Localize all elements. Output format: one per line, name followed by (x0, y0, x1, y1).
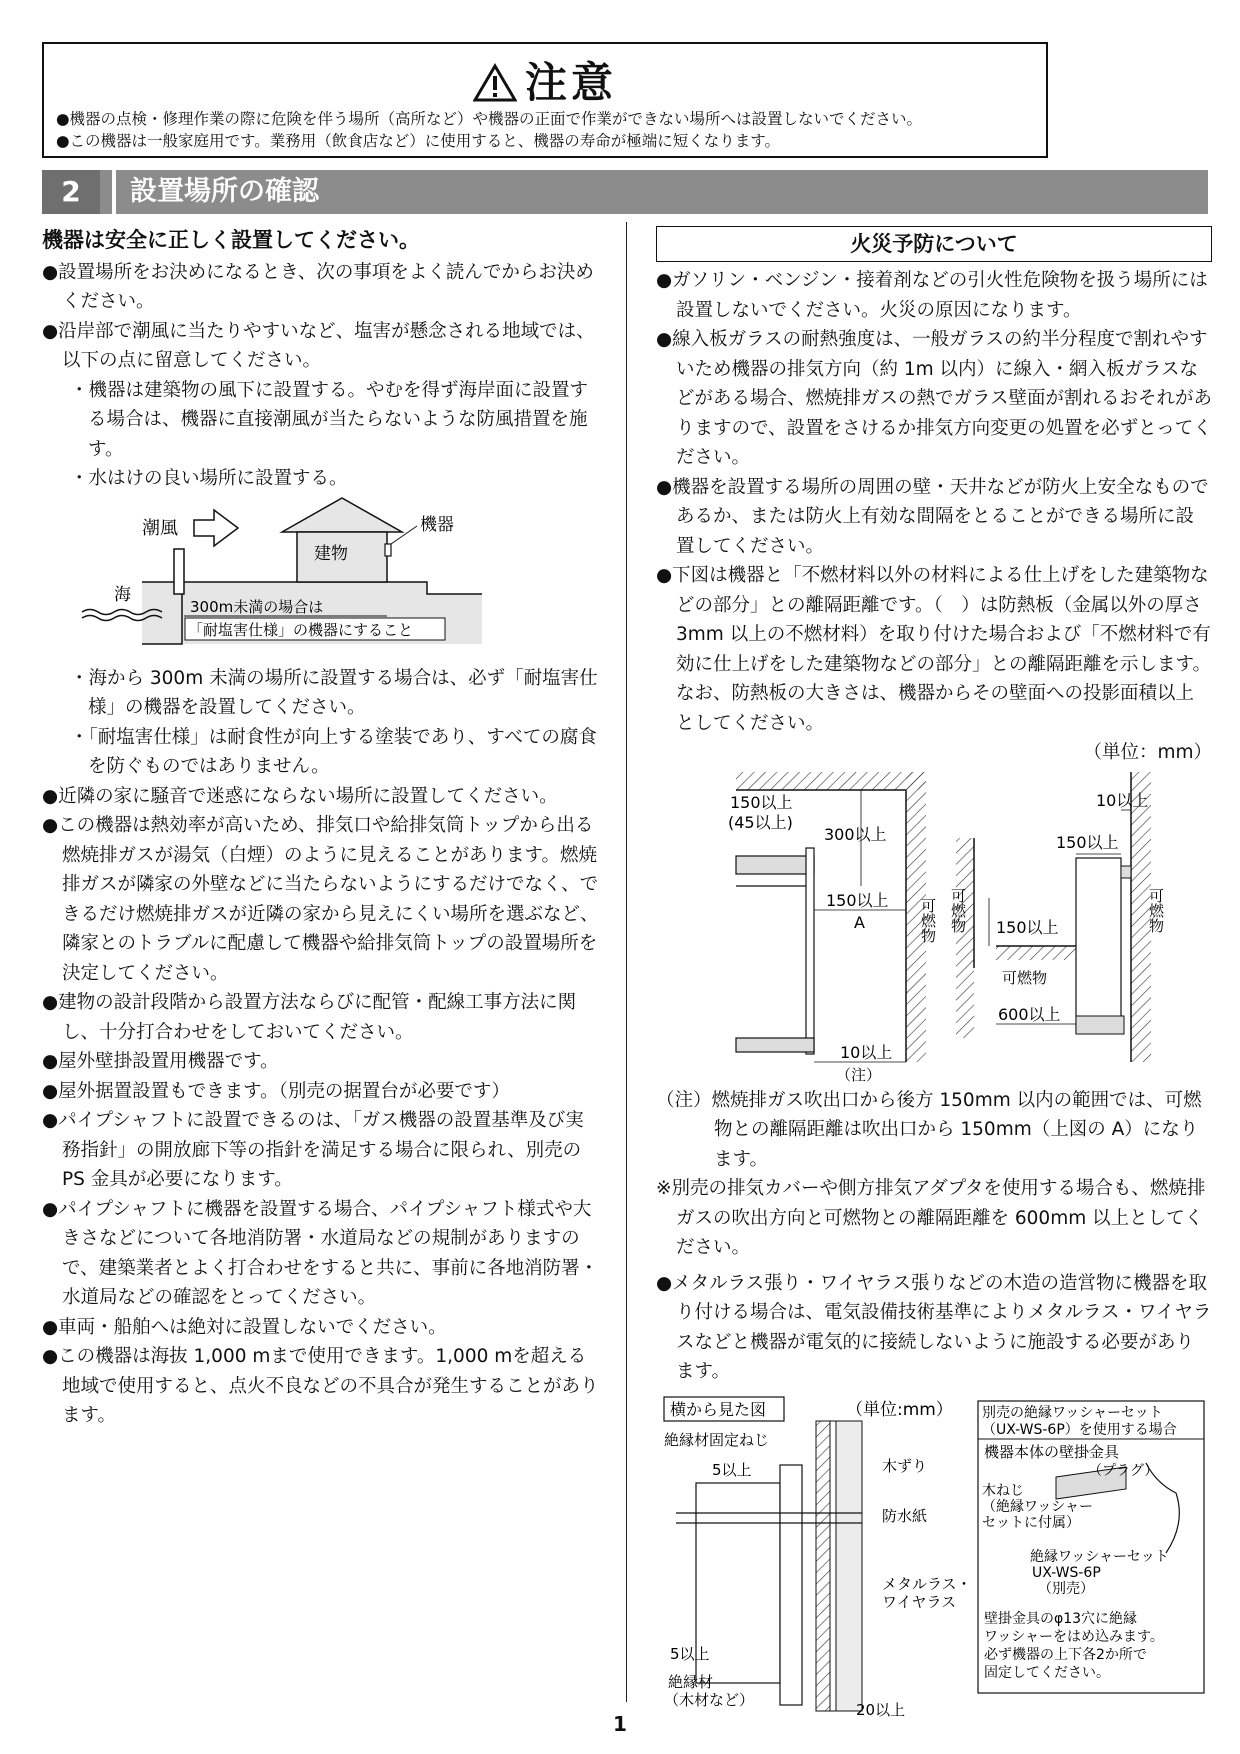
dim-45-top: (45以上) (728, 812, 793, 832)
paragraph: ●設置場所をお決めになるとき、次の事項をよく読んでからお決めください。 (42, 261, 594, 312)
wood-screw-label1: 木ねじ (982, 1482, 1024, 1499)
distance-note-line1: 300m未満の場合は (190, 597, 324, 616)
paragraph: ●機器を設置する場所の周囲の壁・天井などが防火上安全なものであるか、または防火上有効な間隔をとることができる場所に設置してください。 (656, 476, 1209, 557)
insulation-diagram (656, 1393, 1212, 1723)
wind-label: 潮風 (142, 517, 178, 539)
left-heading: 機器は安全に正しく設置してください。 (42, 228, 420, 252)
paragraph: ●メタルラス張り・ワイヤラス張りなどの木造の造営物に機器を取り付ける場合は、電気設備技術基準によりメタルラス・ワイヤラスなどと機器が電気的に接続しないように施設する必要があります。 (656, 1272, 1212, 1382)
screw-label: 絶縁材固定ねじ (664, 1430, 770, 1449)
washer-title1: 別売の絶縁ワッシャーセット (982, 1404, 1163, 1421)
washer-title2: （UX-WS-6P）を使用する場合 (982, 1421, 1177, 1438)
insulator-label2: （木材など） (664, 1690, 755, 1709)
sub-item: ・機器は建築物の風下に設置する。やむを得ず海岸面に設置する場合は、機器に直接潮風が当たらないような防風措置を施す。 (70, 379, 589, 460)
caution-box (42, 42, 1048, 158)
paragraph: ●この機器は海抜 1,000 mまで使用できます。1,000 mを超える地域で使用すると、点火不良などの不具合が発生することがあります。 (42, 1346, 599, 1426)
combustible-label: 可燃物 (919, 897, 937, 943)
caution-line: ●機器の点検・修理作業の際に危険を伴う場所（高所など）や機器の正面で作業ができない場所へは設置しないでください。 (56, 110, 923, 128)
column-divider (626, 222, 627, 1702)
right-column (656, 226, 1212, 1723)
coast-diagram (42, 494, 602, 664)
dim-5-bottom: 5以上 (670, 1644, 710, 1663)
paragraph: ●パイプシャフトに機器を設置する場合、パイプシャフト様式や大きさなどについて各地消防署・水道局などの規制がありますので、建築業者とよく打合わせをすると共に、事前に各地消防署・水道局などの確認をとってください。 (42, 1198, 599, 1308)
plug-label: （プラグ） (1088, 1462, 1159, 1479)
dim-10: 10以上 (840, 1042, 893, 1062)
wood-screw-label3: セットに付属） (982, 1514, 1080, 1531)
washer-desc2: ワッシャーをはめ込みます。 (984, 1628, 1164, 1645)
sub-item: ・水はけの良い場所に設置する。 (70, 468, 348, 489)
caution-line: ●この機器は一般家庭用です。業務用（飲食店など）に使用すると、機器の寿命が極端に短くなります。 (56, 132, 781, 150)
building-label: 建物 (314, 543, 348, 564)
distance-note-line2: 「耐塩害仕様」の機器にすること (188, 620, 414, 639)
side-unit-label: （単位:mm） (846, 1399, 953, 1420)
combustible-label-right: 可燃物 (1147, 887, 1165, 933)
dim-r600: 600以上 (998, 1004, 1061, 1024)
paragraph: ●屋外据置設置もできます。（別売の据置台が必要です） (42, 1080, 510, 1102)
warning-icon (473, 63, 517, 103)
paragraph: ●線入板ガラスの耐熱強度は、一般ガラスの約半分程度で割れやすいため機器の排気方向（約 1m 以内）に線入・網入板ガラスなどがある場合、燃焼排ガスの熱でガラス壁面が割れるおそれがありますので、設置をさけるか排気方向変更の処置を必ずとってください。 (656, 329, 1212, 468)
bracket-label: 機器本体の壁掛金具 (984, 1442, 1120, 1461)
paragraph: ●沿岸部で潮風に当たりやすいなど、塩害が懸念される地域では、以下の点に留意してください。 (42, 320, 595, 371)
dim-note: （注） (836, 1065, 882, 1084)
paragraph: ●近隣の家に騒音で迷惑にならない場所に設置してください。 (42, 785, 558, 807)
dim-r10: 10以上 (1096, 790, 1149, 810)
washer-desc1: 壁掛金具のφ13穴に絶縁 (984, 1610, 1138, 1627)
washer-desc3: 必ず機器の上下各2か所で (984, 1646, 1147, 1663)
metal-lath-label1: メタルラス・ (882, 1574, 972, 1593)
section-number: 2 (42, 170, 100, 214)
section-title: 設置場所の確認 (112, 170, 319, 214)
note: ※別売の排気カバーや側方排気アダプタを使用する場合も、燃焼排ガスの吹出方向と可燃物との離隔距離を 600mm 以上としてください。 (656, 1178, 1206, 1258)
wood-strip-label: 木ずり (882, 1456, 928, 1475)
unit-label: （単位：mm） (1083, 742, 1212, 763)
paragraph: ●車両・船舶へは絶対に設置しないでください。 (42, 1316, 447, 1338)
paragraph: ●この機器は熱効率が高いため、排気口や給排気筒トップから出る燃焼排ガスが湯気（白煙）のように見えることがあります。燃焼排ガスが隣家の外壁などに当たらないようにするだけでなく、できるだけ燃焼排ガスが近隣の家から見えにくい場所を選ぶなど、隣家とのトラブルに配慮して機器や給排気筒トップの設置場所を決定してください。 (42, 815, 599, 984)
paragraph: ●建物の設計段階から設置方法ならびに配管・配線工事方法に関し、十分打合わせをしておいてください。 (42, 992, 577, 1043)
paragraph: ●パイプシャフトに設置できるのは、「ガス機器の設置基準及び実務指針」の開放廊下等の指針を満足する場合に限られ、別売の PS 金具が必要になります。 (42, 1110, 584, 1190)
combustible-label-side: 可燃物 (1002, 968, 1048, 987)
washer-desc4: 固定してください。 (984, 1664, 1110, 1681)
dim-r150: 150以上 (1056, 832, 1119, 852)
left-column (42, 226, 602, 1431)
page-number: 1 (613, 1712, 627, 1736)
paragraph: ●下図は機器と「不燃材料以外の材料による仕上げをした建築物などの部分」との離隔距離です。（ ）は防熱板（金属以外の厚さ 3mm 以上の不燃材料）を取り付けた場合および「不燃材料で有効に仕上げをした建築物などの部分」との離隔距離を示します。なお、防熱板の大きさは、機器からその壁面への投影面積以上としてください。 (656, 565, 1212, 734)
caution-lines (56, 108, 922, 152)
washer-set-label2: UX-WS-6P (1032, 1564, 1101, 1581)
waterproof-label: 防水紙 (882, 1506, 928, 1525)
label-a: A (854, 912, 865, 932)
section-header (42, 170, 1208, 214)
dim-5-top: 5以上 (712, 1460, 752, 1479)
metal-lath-label2: ワイヤラス (882, 1592, 957, 1611)
caution-title (44, 50, 1046, 110)
paragraph: ●屋外壁掛設置用機器です。 (42, 1051, 279, 1072)
washer-set-label1: 絶縁ワッシャーセット (1030, 1548, 1169, 1565)
dim-20: 20以上 (856, 1700, 906, 1719)
sub-item: ・「耐塩害仕様」は耐食性が向上する塗装であり、すべての腐食を防ぐものではありません。 (70, 726, 597, 777)
sea-label: 海 (114, 584, 131, 605)
paragraph: ●ガソリン・ベンジン・接着剤などの引火性危険物を扱う場所には設置しないでください。火災の原因になります。 (656, 270, 1208, 321)
side-view-label: 横から見た図 (670, 1399, 767, 1419)
caution-title-text: 注意 (524, 58, 617, 107)
clearance-diagram (656, 768, 1212, 1086)
fire-prevention-title: 火災予防について (656, 226, 1212, 262)
note: （注）燃焼排ガス吹出口から後方 150mm 以内の範囲では、可燃物との離隔距離は吹出口から 150mm（上図の A）になります。 (656, 1089, 1202, 1170)
washer-set-label3: （別売） (1038, 1580, 1094, 1597)
wood-screw-label2: （絶縁ワッシャー (982, 1498, 1094, 1515)
sub-item: ・海から 300m 未満の場所に設置する場合は、必ず「耐塩害仕様」の機器を設置してください。 (70, 667, 598, 718)
device-label: 機器 (420, 514, 454, 535)
combustible-label-left: 可燃物 (949, 887, 967, 933)
dim-150-top: 150以上 (730, 792, 793, 812)
dim-300: 300以上 (824, 824, 887, 844)
dim-r150b: 150以上 (996, 917, 1059, 937)
insulator-label1: 絶縁材 (668, 1672, 714, 1691)
dim-150-a: 150以上 (826, 890, 889, 910)
